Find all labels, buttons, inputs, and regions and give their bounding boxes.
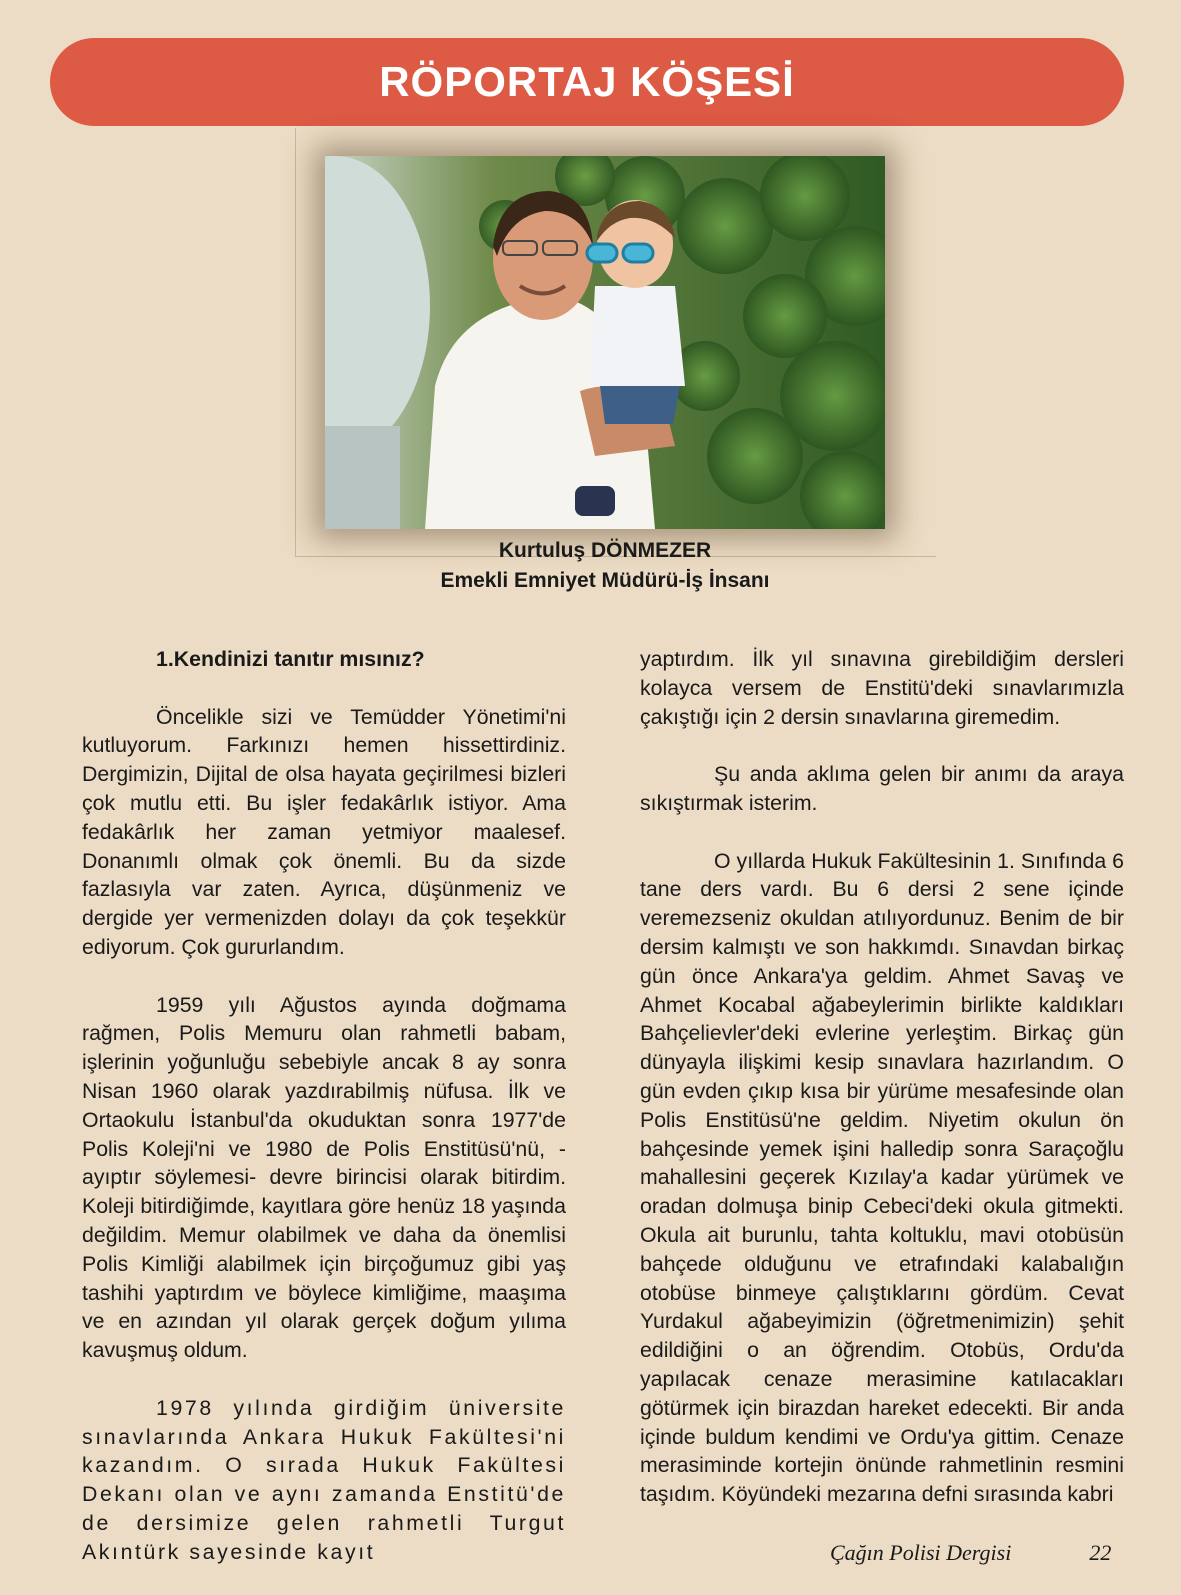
photo-caption [295,536,915,596]
interviewee-role: Emekli Emniyet Müdürü-İş İnsanı [440,569,770,592]
left-column [82,645,566,1595]
interviewee-photo [325,156,885,529]
answer-paragraph-6: O yıllarda Hukuk Fakültesinin 1. Sınıfında 6 tane ders vardı. Bu 6 dersi 2 sene içinde veremezseniz okuldan atılıyordunuz. Benim de bir dersim kalmıştı ve son hakkımdı. Sınavdan birkaç gün önce Ankara'ya geldim. Ahmet Savaş ve Ahmet Kocabal ağabeylerimin birlikte kaldıkları Bahçelievler'deki evlerine yerleştim. Birkaç gün dünyayla ilişkimi kesip sınavlara hazırlandım. O gün evden çıkıp kısa bir yürüme mesafesinde olan Polis Enstitüsü'ne geldim. Niyetim okulun ön bahçesinde yemek işini halledip sonra Saraçoğlu mahallesini geçerek Kızılay'a kadar yürümek ve oradan dolmuşa binip Cebeci'deki okula gitmekti. Okula ait burunlu, tahta koltuklu, mavi otobüsün bahçede olduğunu ve etrafındaki kalabalığın otobüse binmeye çalıştıklarını gördüm. Cevat Yurdakul ağabeyimizin (öğretmenimizin) şehit edildiğini o an öğrendim. Otobüs, Ordu'da yapılacak cenaze merasimine katılacakları götürmek için birazdan hareket edecekti. Bir anda içinde buldum kendimi ve Ordu'ya gittim. Cenaze merasiminde kortejin önünde rahmetlinin resmini taşıdım. Köyündeki mezarına defni sırasında kabri [640,848,1124,1507]
answer-paragraph-3: 1978 yılında girdiğim üniversite sınavlarında Ankara Hukuk Fakültesi'ni kazandım. O sırada Hukuk Fakültesi Dekanı olan ve aynı zamanda Enstitü'de de dersimize gelen rahmetli Turgut Akıntürk sayesinde kayıt [82,1395,566,1564]
page-number: 22 [1089,1540,1112,1565]
interview-question: 1.Kendinizi tanıtır mısınız? [156,647,425,671]
answer-paragraph-4: yaptırdım. İlk yıl sınavına girebildiğim dersleri kolayca versem de Enstitü'deki sınavlarımızla çakıştığı için 2 dersin sınavlarına giremedim. [640,647,1124,729]
answer-paragraph-1: Öncelikle sizi ve Temüdder Yönetimi'ni kutluyorum. Farkınızı hemen hissettirdiniz. Dergimizin, Dijital de olsa hayata geçirilmesi bizleri çok mutlu etti. Bu işler fedakârlık istiyor. Ama fedakârlık her zaman yetmiyor maalesef. Donanımlı olmak çok önemli. Bu da sizde fazlasıyla var zaten. Ayrıca, düşünmeniz ve dergide yer vermenizden dolayı da çok teşekkür ediyorum. Çok gururlandım. [82,704,566,959]
answer-paragraph-5: Şu anda aklıma gelen bir anımı da araya sıkıştırmak isterim. [640,762,1124,815]
page-footer [830,1540,1130,1566]
photo-illustration [325,156,885,529]
interviewee-name: Kurtuluş DÖNMEZER [498,539,712,562]
answer-paragraph-2: 1959 yılı Ağustos ayında doğmama rağmen, Polis Memuru olan rahmetli babam, işlerinin yoğunluğu sebebiyle ancak 8 ay sonra Nisan 1960 olarak yazdırabilmiş nüfusa. İlk ve Ortaokulu İstanbul'da okuduktan sonra 1977'de Polis Koleji'ni ve 1980 de Polis Enstitüsü'nü, -ayıptır söylemesi- devre birincisi olarak bitirdim. Koleji bitirdiğimde, kayıtlara göre henüz 18 yaşında değildim. Memur olabilmek ve daha da önemlisi Polis Kimliği alabilmek için birçoğumuz gibi yaş tashihi yaptırdım ve böylece kimliğime, maaşıma ve en azından yıl olarak gerçek doğum yılıma kavuşmuş oldum. [82,992,566,1363]
magazine-name: Çağın Polisi Dergisi [830,1540,1012,1565]
section-banner [50,38,1124,126]
right-column [640,645,1124,1538]
section-title: RÖPORTAJ KÖŞESİ [379,58,795,105]
